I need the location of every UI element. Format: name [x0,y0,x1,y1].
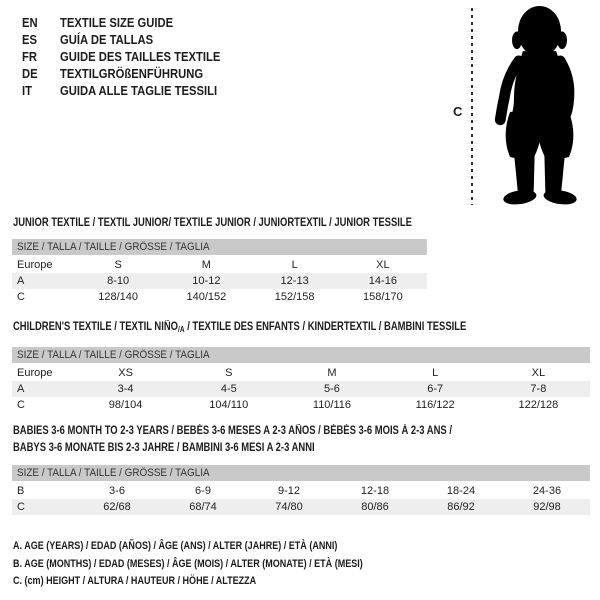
size-value-cell: M [327,367,337,379]
size-header [12,239,427,256]
size-value-cell: 14-16 [368,275,397,287]
size-value-cell: 12-18 [360,485,390,497]
list-item [22,31,238,48]
size-value-cell: L [291,259,298,271]
size-value-cell: 116/122 [415,399,455,411]
size-value-cell: 3-4 [117,383,134,395]
row-label-cell: Europe [17,259,53,271]
section-title-text: CHILDREN'S TEXTILE / TEXTIL $NIÑO_{/A}$ / TEXTILE DES ENFANTS / KINDERTEXTIL / BAMBINI TESSILE [13,321,467,334]
size-value-cell: 24-36 [532,485,562,497]
guide-title: GUÍA DE TALLAS [60,32,154,47]
size-value-cell: 3-6 [109,485,125,497]
size-value-cell: 86/92 [447,501,475,513]
language-code: FR [22,49,38,64]
size-value-cell: 140/152 [186,291,227,303]
legend-line-a: A. AGE (YEARS) / EDAD (AÑOS) / ÂGE (ANS) / ALTER (JAHRE) / ETÀ (ANNI) [13,540,338,552]
size-value-cell: 74/80 [275,501,303,513]
list-item [22,48,238,65]
size-value-cell: 128/140 [98,291,138,303]
size-header-row [12,347,590,364]
list-item [22,82,238,99]
language-code: EN [22,15,38,30]
row-label-cell: C [17,291,25,303]
size-value-cell: XL [376,259,390,271]
size-value-cell: 9-12 [277,485,301,497]
legend-line-b: B. AGE (MONTHS) / EDAD (MESES) / ÂGE (MOIS) / ALTER (MONATE) / ETÀ (MESI) [13,557,363,570]
size-value-cell: 6-9 [195,485,211,497]
language-title-list [22,14,238,99]
measure-legend [13,538,440,591]
size-value-cell: 4-5 [220,383,237,395]
guide-title: TEXTILGRÖßENFÜHRUNG [60,66,204,81]
size-header-text: SIZE / TALLA / TAILLE / GRÖSSE / TAGLIA [17,349,210,361]
size-value-cell: L [432,367,439,379]
children-size-table [12,347,590,413]
size-value-cell: 7-8 [530,383,547,395]
row-label-cell: A [17,275,25,287]
section-title-text: JUNIOR TEXTILE / TEXTIL JUNIOR/ TEXTILE JUNIOR / JUNIORTEXTIL / JUNIOR TESSILE [13,217,412,229]
size-value-cell: 18-24 [446,485,476,497]
nino-a-subscript: /A [178,325,185,334]
size-value-cell: 92/98 [533,501,561,513]
table-row [12,381,590,397]
size-value-cell: 110/116 [312,399,352,411]
section-title-babies [13,423,548,457]
section-title-children [13,319,566,338]
table-row [12,482,590,499]
list-item [22,65,238,82]
size-value-cell: XS [118,367,133,379]
row-label-cell: Europe [17,367,53,379]
size-value-cell: 5-6 [324,383,340,395]
size-value-cell: S [225,367,233,379]
size-value-cell: 6-7 [427,383,444,395]
size-header-text: SIZE / TALLA / TAILLE / GRÖSSE / TAGLIA [17,467,210,479]
list-item [22,14,238,31]
row-label-cell: C [17,399,25,411]
language-code: IT [22,83,32,98]
section-title-line2: BABYS 3-6 MONATE BIS 2-3 JAHRE / BAMBINI 3-6 MESI A 2-3 ANNI [13,442,315,454]
guide-title: GUIDE DES TAILLES TEXTILE [60,49,221,64]
size-value-cell: 158/170 [362,291,403,303]
size-value-cell: 8-10 [107,275,130,287]
size-header [12,347,590,364]
table-row [12,499,590,515]
guide-title: GUIDA ALLE TAGLIE TESSILI [60,83,218,98]
size-value-cell: 12-13 [280,275,309,287]
section-title-junior [13,215,499,232]
section-title-line1: BABIES 3-6 MONTH TO 2-3 YEARS / BEBÉS 3-6 MESES A 2-3 AÑOS / BÉBÉS 3-6 MOIS À 2-3 ANS / [13,425,452,437]
junior-size-table [12,239,427,305]
table-row [12,289,427,305]
size-header [12,465,590,482]
row-label-cell: B [17,485,25,497]
size-value-cell: XL [531,367,546,379]
babies-size-table [12,465,590,515]
size-value-cell: M [201,259,211,271]
language-code: DE [22,66,38,81]
size-value-cell: 98/104 [108,399,143,411]
table-row [12,364,590,381]
height-measure-dashed-line [471,8,473,205]
table-row [12,273,427,289]
size-value-cell: 68/74 [189,501,217,513]
size-value-cell: S [114,259,122,271]
size-header-row [12,239,427,256]
size-header-row [12,465,590,482]
size-value-cell: 10-12 [192,275,221,287]
table-row [12,397,590,413]
size-header-text: SIZE / TALLA / TAILLE / GRÖSSE / TAGLIA [17,241,210,253]
language-code: ES [22,32,38,47]
row-label-cell: A [17,383,25,395]
guide-title: TEXTILE SIZE GUIDE [60,15,174,30]
row-label-cell: C [17,501,25,513]
size-value-cell: 152/158 [274,291,315,303]
size-value-cell: 62/68 [103,501,131,513]
baby-silhouette-icon [483,4,597,210]
size-value-cell: 80/86 [361,501,389,513]
table-row [12,256,427,273]
size-value-cell: 104/110 [209,399,249,411]
height-measure-label: C [453,104,463,119]
size-value-cell: 122/128 [518,399,559,411]
legend-line-c: C. (cm) HEIGHT / ALTURA / HAUTEUR / HÖHE / ALTEZZA [13,575,257,587]
